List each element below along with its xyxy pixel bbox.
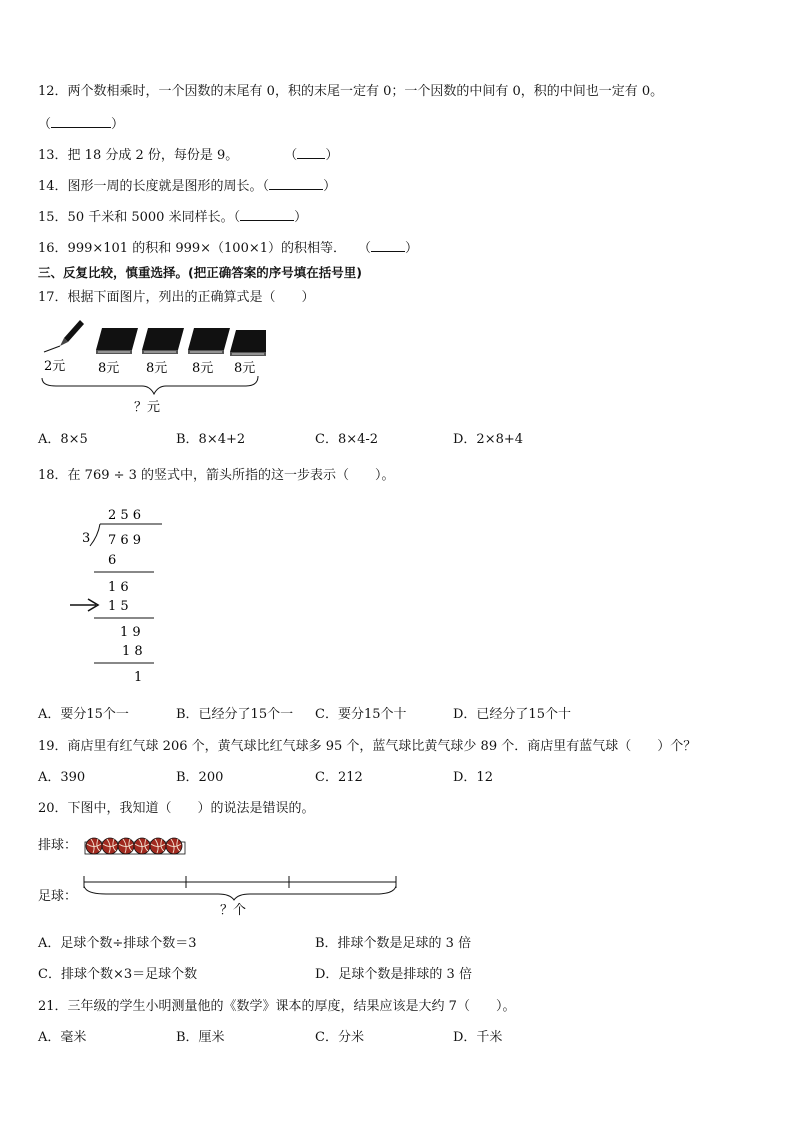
remainder: 1 bbox=[134, 670, 143, 685]
q19-option-a[interactable]: A．390 bbox=[38, 770, 86, 785]
book-icon bbox=[188, 328, 230, 354]
q18-option-a[interactable]: A．要分15个一 bbox=[38, 707, 129, 722]
question-12-answer: （ ） bbox=[38, 114, 124, 134]
question-16: 16．999×101 的积和 999×（100×1）的积相等． （ ） bbox=[38, 238, 418, 258]
section-3-heading: 三、反复比较，慎重选择。(把正确答案的序号填在括号里) bbox=[38, 265, 362, 280]
q19-option-d[interactable]: D．12 bbox=[453, 770, 493, 785]
division-step: 6 bbox=[108, 553, 117, 568]
volleyball-icon bbox=[134, 838, 150, 854]
question-15-text: 15．50 千米和 5000 米同样长。 bbox=[38, 210, 234, 225]
total-brace bbox=[42, 376, 258, 394]
football-unknown: ？个 bbox=[220, 903, 247, 918]
q21-option-d[interactable]: D．千米 bbox=[453, 1030, 503, 1045]
q21-option-a[interactable]: A．毫米 bbox=[38, 1030, 87, 1045]
book-price: 8元 bbox=[146, 361, 168, 376]
volleyball-icon bbox=[166, 838, 182, 854]
question-14: 14．图形一周的长度就是图形的周长。（ ） bbox=[38, 176, 336, 196]
volleyball-row bbox=[84, 835, 190, 857]
dividend: 7 6 9 bbox=[108, 533, 142, 548]
football-label: 足球： bbox=[38, 889, 78, 904]
q17-option-b[interactable]: B．8×4+2 bbox=[176, 432, 246, 447]
volleyball-icon bbox=[102, 838, 118, 854]
answer-blank-14[interactable] bbox=[269, 176, 323, 190]
question-13: 13．把 18 分成 2 份，每份是 9。 （ ） bbox=[38, 145, 338, 165]
question-12-text: 12．两个数相乘时，一个因数的末尾有 0，积的末尾一定有 0；一个因数的中间有 0，积的中间也一定有 0。 bbox=[38, 84, 664, 99]
question-21: 21．三年级的学生小明测量他的《数学》课本的厚度，结果应该是大约 7（ ）。 bbox=[38, 999, 516, 1014]
pen-price: 2元 bbox=[44, 359, 66, 374]
q21-option-c[interactable]: C．分米 bbox=[315, 1030, 364, 1045]
volleyball-label: 排球： bbox=[38, 838, 78, 853]
q18-option-b[interactable]: B．已经分了15个一 bbox=[176, 707, 294, 722]
q18-option-d[interactable]: D．已经分了15个十 bbox=[453, 707, 571, 722]
book-price: 8元 bbox=[234, 361, 256, 376]
q20-option-b[interactable]: B．排球个数是足球的 3 倍 bbox=[315, 936, 472, 951]
book-icon bbox=[96, 328, 138, 354]
book-icon bbox=[142, 328, 184, 354]
division-step: 1 8 bbox=[122, 644, 143, 659]
question-17: 17．根据下面图片，列出的正确算式是（ ） bbox=[38, 290, 315, 305]
total-price: ？元 bbox=[134, 400, 161, 415]
q20-option-a[interactable]: A．足球个数÷排球个数＝3 bbox=[38, 936, 197, 951]
q19-option-c[interactable]: C．212 bbox=[315, 770, 363, 785]
question-12 bbox=[38, 83, 663, 101]
division-step: 1 9 bbox=[120, 625, 141, 640]
long-division-figure bbox=[64, 500, 174, 690]
q17-option-a[interactable]: A．8×5 bbox=[38, 432, 88, 447]
q17-option-d[interactable]: D．2×8+4 bbox=[453, 432, 524, 447]
arrow-icon bbox=[70, 599, 98, 611]
q20-option-d[interactable]: D．足球个数是排球的 3 倍 bbox=[315, 967, 472, 982]
question-18: 18．在 769 ÷ 3 的竖式中，箭头所指的这一步表示（ ）。 bbox=[38, 468, 395, 483]
quotient: 2 5 6 bbox=[108, 508, 142, 523]
question-13-text: 13．把 18 分成 2 份，每份是 9。 bbox=[38, 148, 239, 163]
question-16-text: 16．999×101 的积和 999×（100×1）的积相等． bbox=[38, 241, 347, 256]
book-price: 8元 bbox=[192, 361, 214, 376]
volleyball-icon bbox=[150, 838, 166, 854]
q19-option-b[interactable]: B．200 bbox=[176, 770, 224, 785]
question-15: 15．50 千米和 5000 米同样长。（ ） bbox=[38, 207, 307, 227]
football-bar bbox=[80, 872, 402, 920]
answer-blank-13[interactable] bbox=[297, 145, 325, 159]
pen-icon bbox=[44, 320, 84, 352]
answer-blank-15[interactable] bbox=[240, 207, 294, 221]
volleyball-icon bbox=[118, 838, 134, 854]
divisor: 3 bbox=[82, 531, 91, 546]
q17-figure bbox=[36, 318, 266, 416]
division-step: 1 6 bbox=[108, 580, 129, 595]
q17-option-c[interactable]: C．8×4-2 bbox=[315, 432, 379, 447]
q20-option-c[interactable]: C．排球个数×3＝足球个数 bbox=[38, 967, 198, 982]
question-20: 20．下图中，我知道（ ）的说法是错误的。 bbox=[38, 801, 315, 816]
question-19: 19．商店里有红气球 206 个，黄气球比红气球多 95 个，蓝气球比黄气球少 89 个．商店里有蓝气球（ ）个？ bbox=[38, 739, 697, 754]
football-brace bbox=[84, 886, 396, 900]
answer-blank-16[interactable] bbox=[371, 238, 405, 252]
division-step-arrow: 1 5 bbox=[108, 599, 129, 614]
q21-option-b[interactable]: B．厘米 bbox=[176, 1030, 225, 1045]
volleyball-icon bbox=[86, 838, 102, 854]
answer-blank-12[interactable] bbox=[51, 114, 111, 128]
question-14-text: 14．图形一周的长度就是图形的周长。 bbox=[38, 179, 263, 194]
book-price: 8元 bbox=[98, 361, 120, 376]
q18-option-c[interactable]: C．要分15个十 bbox=[315, 707, 407, 722]
book-icon bbox=[230, 330, 266, 356]
